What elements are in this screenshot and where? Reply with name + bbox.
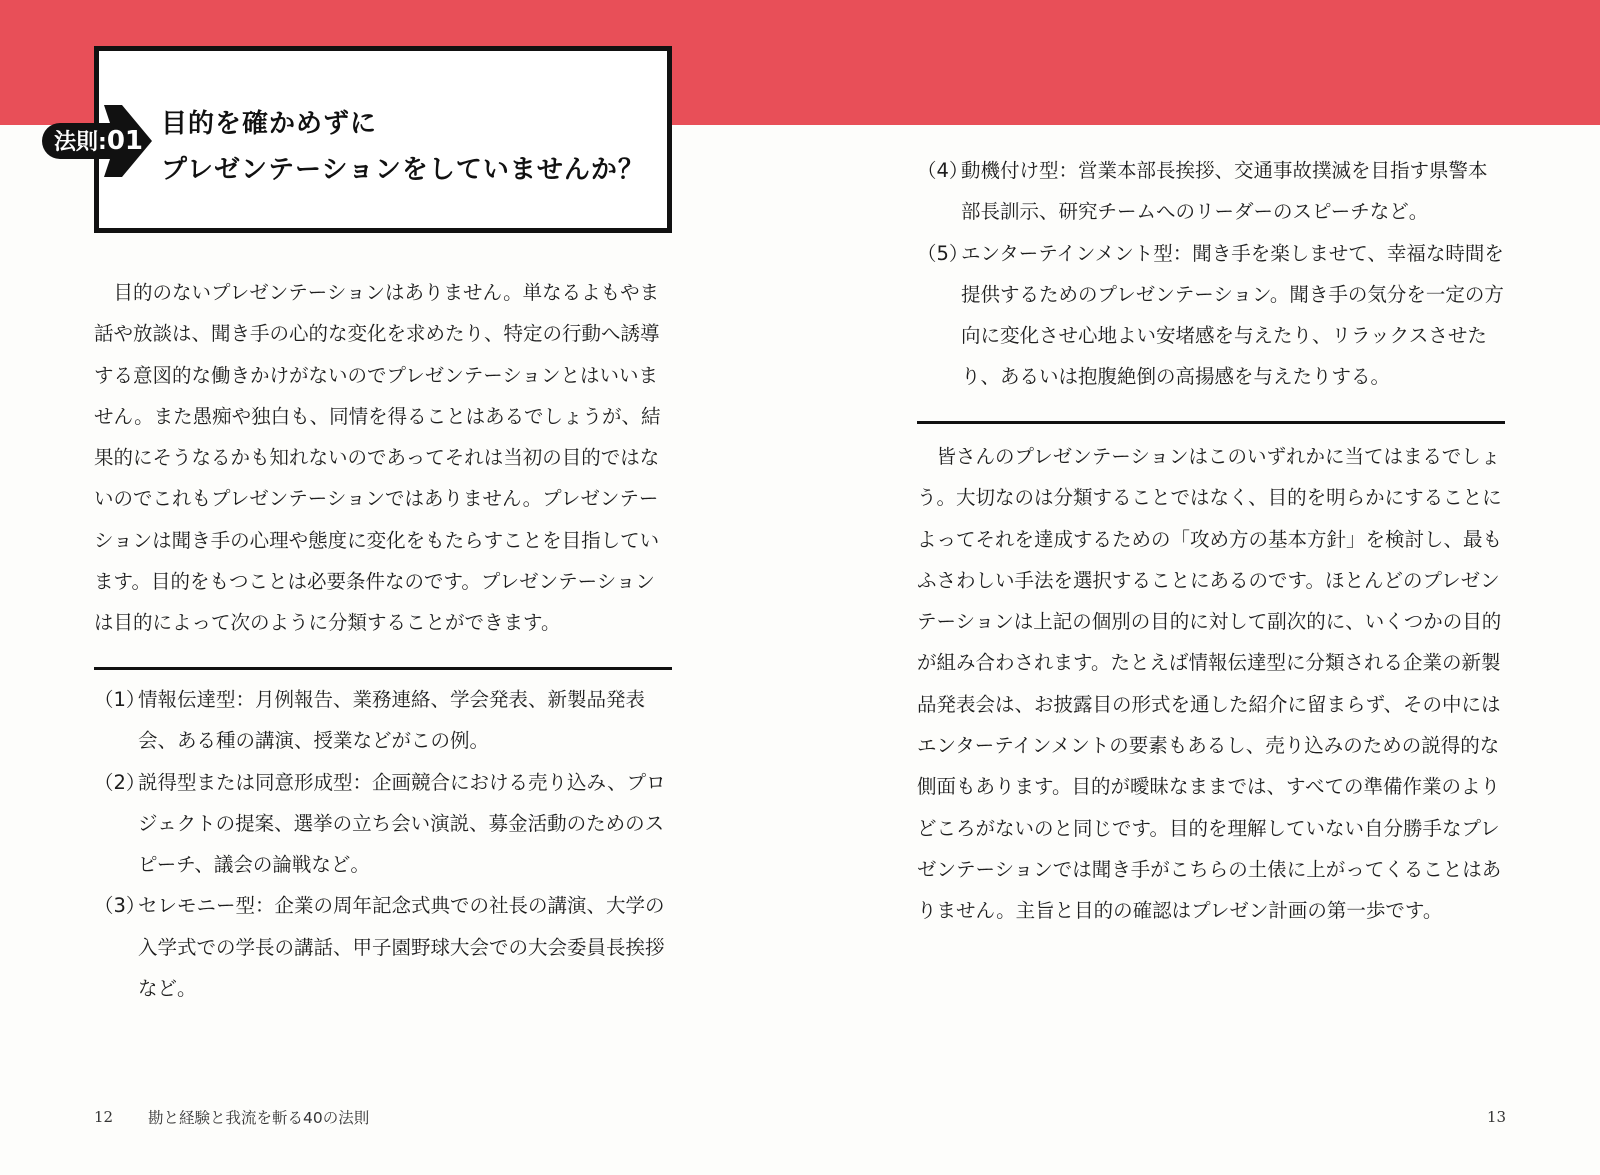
list-item	[94, 762, 672, 886]
list-marker: （4）	[917, 159, 969, 182]
list-marker: （3）	[94, 894, 146, 918]
chapter-title-box	[94, 46, 672, 233]
list-item	[917, 150, 1505, 233]
right-classification-list-block	[917, 150, 1505, 398]
list-item-text: 情報伝達型：月例報告、業務連絡、学会発表、新製品発表会、ある種の講演、授業などがこの例。	[138, 688, 646, 753]
left-page-number: 12	[94, 1108, 114, 1126]
left-divider	[94, 667, 672, 670]
chapter-title-line-2: プレゼンテーションをしていませんか？	[161, 155, 645, 185]
right-classification-list	[917, 150, 1505, 398]
badge-label: 法則:	[54, 130, 107, 155]
left-intro-paragraph: 目的のないプレゼンテーションはありません。単なるよもやま話や放談は、聞き手の心的な変化を求めたり、特定の行動へ誘導する意図的な働きかけがないのでプレゼンテーションとはいいません。また愚痴や独白も、同情を得ることはあるでしょうが、結果的にそうなるかも知れないのであってそれは当初の目的ではないのでこれもプレゼンテーションではありません。プレゼンテーションは聞き手の心理や態度に変化をもたらすことを目指しています。目的をもつことは必要条件なのです。プレゼンテーションは目的によって次のように分類することができます。	[94, 281, 661, 635]
right-summary-paragraph-block	[917, 436, 1505, 932]
list-item-text: セレモニー型：企業の周年記念式典での社長の講演、大学の入学式での学長の講話、甲子園野球大会での大会委員長挨拶など。	[138, 894, 665, 1001]
right-page-number: 13	[1487, 1108, 1507, 1126]
list-item-text: 説得型または同意形成型：企画競合における売り込み、プロジェクトの提案、選挙の立ち会い演説、募金活動のためのスピーチ、議会の論戦など。	[138, 770, 666, 877]
list-item-text: 動機付け型：営業本部長挨拶、交通事故撲滅を目指す県警本部長訓示、研究チームへのリーダーのスピーチなど。	[961, 159, 1488, 224]
list-item	[94, 885, 672, 1009]
chapter-title-line-1: 目的を確かめずに	[161, 109, 378, 139]
list-marker: （2）	[94, 770, 146, 794]
list-item-text: エンターテインメント型：聞き手を楽しませて、幸福な時間を提供するためのプレゼンテーション。聞き手の気分を一定の方向に変化させ心地よい安堵感を与えたり、リラックスさせたり、あるいは抱腹絶倒の高揚感を与えたりする。	[961, 241, 1504, 389]
badge-text	[54, 125, 143, 156]
left-classification-list-block	[94, 679, 672, 1009]
left-intro-paragraph-block	[94, 272, 672, 644]
right-summary-paragraph: 皆さんのプレゼンテーションはこのいずれかに当てはまるでしょう。大切なのは分類することではなく、目的を明らかにすることによってそれを達成するための「攻め方の基本方針」を検討し、最もふさわしい手法を選択することにあるのです。ほとんどのプレゼンテーションは上記の個別の目的に対して副次的に、いくつかの目的が組み合わされます。たとえば情報伝達型に分類される企業の新製品発表会は、お披露目の形式を通した紹介に留まらず、その中にはエンターテインメントの要素もあるし、売り込みのための説得的な側面もあります。目的が曖昧なままでは、すべての準備作業のよりどころがないのと同じです。目的を理解していない自分勝手なプレゼンテーションでは聞き手がこちらの土俵に上がってくることはありません。主旨と目的の確認はプレゼン計画の第一歩です。	[917, 445, 1503, 923]
list-marker: （1）	[94, 688, 146, 711]
left-classification-list	[94, 679, 672, 1009]
list-item	[917, 233, 1505, 398]
list-marker: （5）	[917, 241, 969, 265]
book-title: 勘と経験と我流を斬る40の法則	[148, 1109, 370, 1127]
badge-number: 01	[106, 126, 143, 156]
list-item	[94, 679, 672, 762]
rule-number-badge	[40, 103, 152, 179]
right-divider	[917, 421, 1505, 424]
